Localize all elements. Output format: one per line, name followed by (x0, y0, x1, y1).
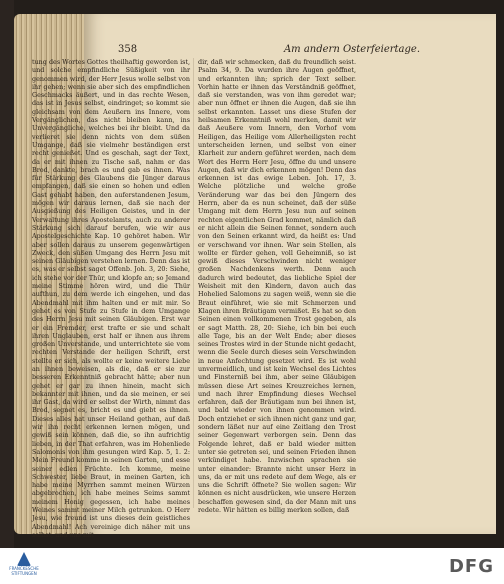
francke-logo-label: FRANCKESCHE STIFTUNGEN (9, 566, 39, 576)
page-header (118, 44, 420, 58)
column-gutter (193, 58, 194, 508)
left-column-text: tung des Wortes Gottes theilhaftig geworden ist, und solche empfindliche Süßigkeit von ihr genommen wird, der Herr Jesus wolle selbst von ihr gehen; wenn sie aber sich des empfindlichen Geschmacks äußert, und in das rechte Wesen, das ist in Jesus selbst, eindringet; so kommt sie gleichsam von dem Aeußern ins Innere, vom Vergänglichen, das nicht bleiben kann, ins Unvergängliche, welches bei ihr bleibt. Und da verlieret sie denn nichts von dem süßen Umgange, daß sie vielmehr beständigen erst recht genießet. Und es geschah, sagt der Text, da er mit ihnen zu Tische saß, nahm er das Brod, dankte, brach es und gab es ihnen. Was für Stärkung des Glaubens die Jünger daraus empfangen, daß sie einen so hohen und edlen Gast gehabt haben, den auferstandenen Jesum, mögen wir daraus lernen, daß sie nach der Ausgießung des Heiligen Geistes, und in der Verwaltung ihres Apostelamts, auch zu anderer Stärkung sich darauf berufen, wie wir aus Apostelgeschichte Kap. 10 gehöret haben. Wir aber sollen daraus zu unserem gegenwärtigen Zweck, den süßen Umgang des Herrn Jesu mit seinen Gläubigen verstehen lernen. Denn das ist es, was er selbst saget Offenb. Joh. 3, 20: Siehe, ich stehe vor der Thür, und klopfe an; so Jemand meine Stimme hören wird, und die Thür aufthun, zu dem werde ich eingehen, und das Abendmahl mit ihm halten und er mit mir. So gehet es von Stufe zu Stufe in dem Umgange des Herrn Jesu mit seinen Gläubigen. Erst war er ein Fremder, erst trafte er sie und schalt ihren Unglauben, erst half er ihnen aus ihrem großen Unverstande, und unterrichtete sie vom rechten Verstande der heiligen Schrift, erst stellte er sich, als wollte er keine weitere Liebe an ihnen beweisen, als die, daß er sie zur besseren Erkenntniß gebracht hätte; aber nun gehet er gar zu ihnen hinein, macht sich bekannter mit ihnen, und da sie meinen, er sei ihr Gast, da wird er selbst der Wirth, nimmt das Brod, segnet es, bricht es und giebt es ihnen. Dieses alles hat unser Heiland gethan, auf daß wir ihn recht erkennen lernen mögen, und gewiß sein können, daß die, so ihn aufrichtig lieben, in der That erfahren, was im Hohenliede Salomonis von ihm gesungen wird Kap. 5, 1. 2: Mein Freund komme in seinen Garten, und esse seiner edlen Früchte. Ich komme, meine Schwester, liebe Braut, in meinen Garten, ich habe meine Myrrhen sammt meinen Würzen abgebrochen, ich habe meines Seims sammt meinem Honig gegessen, ich habe meines Weines sammt meiner Milch getrunken. O Herr Jesu, wie freund ist uns dieses dein geistliches Abendmahl! Ach vereinige dich näher mit uns selbst, und uns mit (32, 58, 190, 539)
text-column-left (32, 58, 190, 539)
right-column-text: dir, daß wir schmecken, daß du freundlich seist. Psalm 34, 9. Da wurden ihre Augen geöffnet, und erkannten ihn; sprich der Text selber. Vorhin hatte er ihnen das Verständniß geöffnet, daß sie verstanden, was von ihm geredet war; aber nun öffnet er ihnen die Augen, daß sie ihn selbst erkannten. Lasset uns diese Stufen der heilsamen Erkenntniß wohl merken, damit wir daß Aeußere vom Innern, den Vorhof vom Heiligen, das Heilige vom Allerheiligsten recht unterscheiden lernen, und selbst von einer Klarheit zur andern geführet werden, nach dem Wort des Herrn Herr Jesu, öffne du und unsere Augen, daß wir dich erkennen mögen! Denn das erkennen ist das ewige Leben. Joh. 17, 3. Welche plötzliche und welche große Veränderung war das bei den Jüngern des Herrn, aber da es nun scheinet, daß der süße Umgang mit dem Herrn Jesu nun auf seinen rechten eigentlichen Grad kommet, nämlich daß er nicht allein die Seinen fennet, sondern auch von den Seinen erkannt wird, da heißt es: Und er verschwand vor ihnen. War sein Stellen, als wollte er fürder gehen, voll Geheimniß, so ist gewiß dieses Verschwinden nicht weniger großen Nachdenkens werth. Denn auch dadurch wird bedeutet, das liebliche Spiel der Weisheit mit den Kindern, davon auch das Hohelied Salomons zu sagen weiß, wenn sie die Braut einführet, wie sie mit Schmerzen und Klagen ihren Bräutigam vermißet. Es hat so den Seinen einen vollkommenen Trost gegeben, als er sagt Matth. 28, 20: Siehe, ich bin bei euch alle Tage, bis an der Welt Ende; aber dieses seines Trostes wird in der Stunde nicht gedacht, wenn die Seele durch dieses sein Verschwinden in neue Anfechtung gesetzet wird. Es ist wohl unvermeidlich, und ist kein Wechsel des Lichtes und Finsterniß bei ihm, aber seine Gläubigen müssen diese Art seines Kreuzreiches lernen, und nach ihrer Empfindung dieses Wechsel erfahren, daß der Bräutigam nun bei ihnen ist, und bald wieder von ihnen genommen wird. Doch entziehet er sich ihnen nicht ganz und gar, sondern läßet nur auf eine Zeitlang den Trost seiner Gegenwart verborgen sein. Denn das Folgende lehret, daß er bald wieder mitten unter sie getreten sei, und seinen Frieden ihnen verkündiget habe. Inzwischen sprachen sie unter einander: Brannte nicht unser Herz in uns, da er mit uns redete auf dem Wege, als er uns die Schrift öffnete? Sie wollen sagen: Wir können es nicht ausdrücken, wie unsere Herzen beschaffen gewesen sind, da der Mann mit uns redete. Wir hätten es billig merken sollen, daß (198, 58, 356, 515)
running-head: Am andern Osterfeiertage. (283, 44, 420, 55)
dfg-logo[interactable]: DFG (448, 556, 494, 577)
viewer-footer (0, 548, 504, 584)
francke-logo[interactable] (6, 552, 42, 580)
book-spine (0, 0, 14, 548)
francke-logo-icon (17, 552, 31, 566)
text-column-right (198, 58, 356, 515)
page-number: 358 (118, 44, 138, 55)
